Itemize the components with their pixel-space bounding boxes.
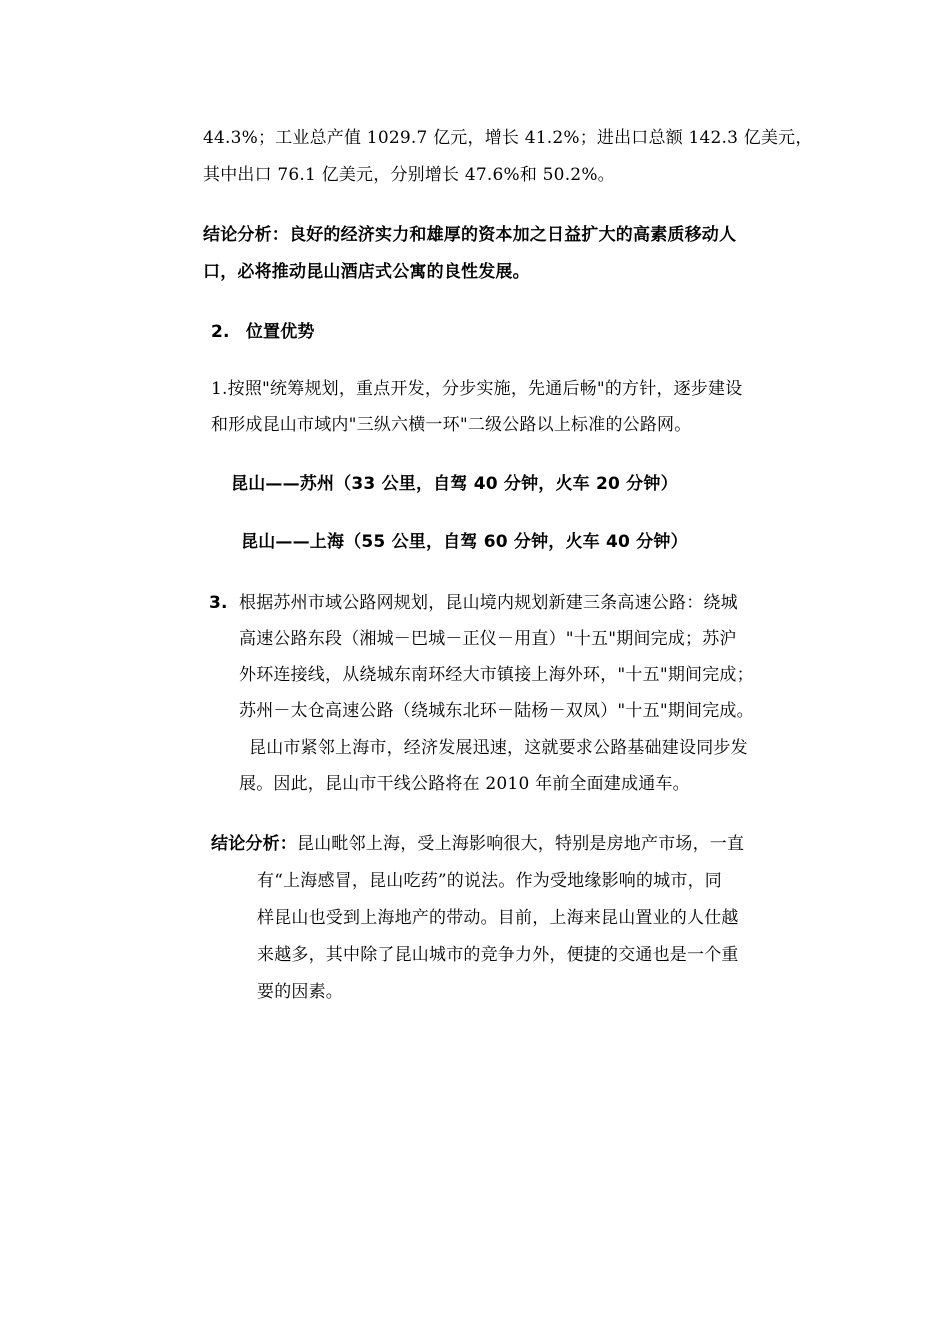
item-3-line-5: 昆山市紧邻上海市，经济发展迅速，这就要求公路基础建设同步发 xyxy=(249,738,748,758)
intro-line-2: 其中出口 76.1 亿美元，分别增长 47.6%和 50.2%。 xyxy=(203,165,615,185)
conclusion-2-line-1 xyxy=(211,833,744,855)
intro-line-1: 44.3%；工业总产值 1029.7 亿元，增长 41.2%；进出口总额 142.3 亿美元， xyxy=(203,128,813,148)
item-3-line-1 xyxy=(209,592,738,614)
item-3-line-2: 高速公路东段（湘城－巴城－正仪－用直）"十五"期间完成；苏沪 xyxy=(239,629,737,649)
conclusion-1-line-1: 结论分析：良好的经济实力和雄厚的资本加之日益扩大的高素质移动人 xyxy=(203,225,737,245)
item-3-line-3: 外环连接线，从绕城东南环经大市镇接上海外环，"十五"期间完成； xyxy=(239,665,754,685)
item-1-line-2: 和形成昆山市域内"三纵六横一环"二级公路以上标准的公路网。 xyxy=(211,415,692,435)
section-2-heading xyxy=(211,321,315,343)
item-3-line-4: 苏州－太仓高速公路（绕城东北环－陆杨－双凤）"十五"期间完成。 xyxy=(239,701,754,721)
conclusion-2-label: 结论分析： xyxy=(211,834,297,854)
conclusion-2-line-5: 要的因素。 xyxy=(257,982,343,1002)
route-suzhou: 昆山——苏州（33 公里，自驾 40 分钟，火车 20 分钟） xyxy=(231,474,678,494)
item-3-number: 3. xyxy=(209,593,228,613)
section-2-title: 位置优势 xyxy=(245,322,315,342)
conclusion-2-line-4: 来越多，其中除了昆山城市的竞争力外，便捷的交通也是一个重 xyxy=(257,945,739,965)
conclusion-1-line-2: 口，必将推动昆山酒店式公寓的良性发展。 xyxy=(203,262,530,282)
conclusion-2-line-2: 有“上海感冒，昆山吃药”的说法。作为受地缘影响的城市，同 xyxy=(257,871,722,891)
item-1-line-1: 1.按照"统筹规划，重点开发，分步实施，先通后畅"的方针，逐步建设 xyxy=(211,379,743,399)
route-shanghai: 昆山——上海（55 公里，自驾 60 分钟，火车 40 分钟） xyxy=(241,532,688,552)
item-3-text-1: 根据苏州市域公路网规划，昆山境内规划新建三条高速公路：绕城 xyxy=(239,593,738,613)
conclusion-2-text-1: 昆山毗邻上海，受上海影响很大，特别是房地产市场，一直 xyxy=(297,834,745,854)
item-3-line-6: 展。因此，昆山市干线公路将在 2010 年前全面建成通车。 xyxy=(239,774,690,794)
section-2-number: 2. xyxy=(211,322,230,342)
conclusion-2-line-3: 样昆山也受到上海地产的带动。目前，上海来昆山置业的人仕越 xyxy=(257,908,739,928)
